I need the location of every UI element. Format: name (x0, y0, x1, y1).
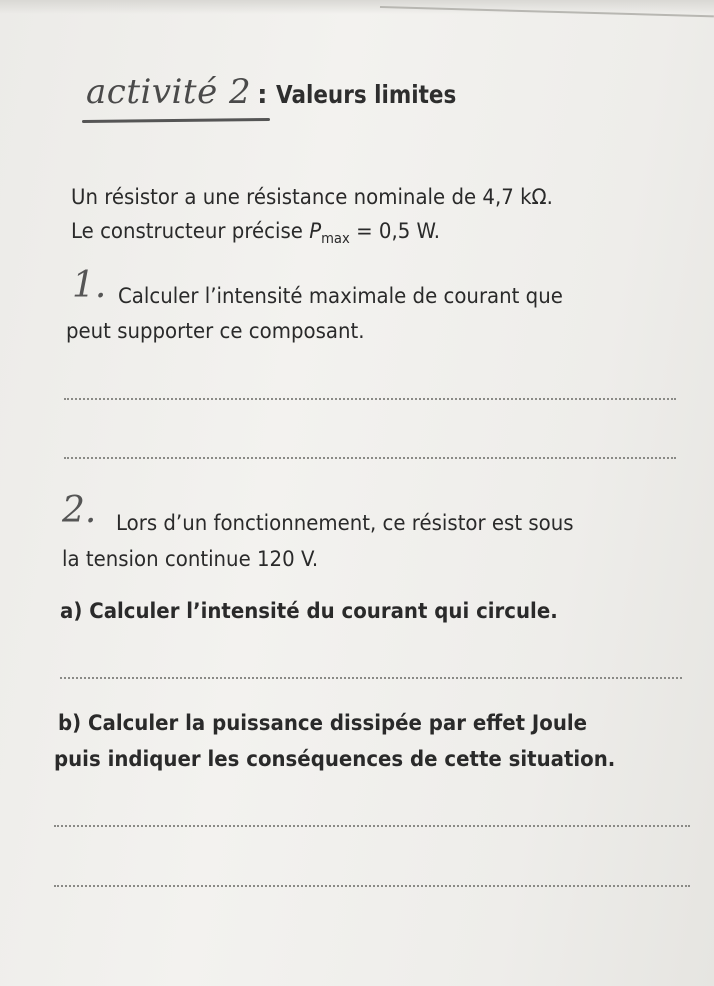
answer-line-2b-1[interactable] (54, 825, 690, 827)
question-1-line-2: peut supporter ce composant. (66, 319, 365, 343)
question-1-number: 1. (72, 265, 107, 306)
question-2b-line-2: puis indiquer les conséquences de cette situation. (54, 747, 616, 771)
question-2-line-2: la tension continue 120 V. (62, 547, 319, 571)
activity-title-separator: : (257, 80, 268, 110)
intro-line-2-prefix: Le constructeur précise (71, 219, 310, 243)
intro-line-2-suffix: = 0,5 W. (349, 219, 441, 243)
answer-line-2[interactable] (64, 457, 676, 459)
activity-title (86, 72, 485, 112)
answer-line-2b-2[interactable] (54, 885, 690, 887)
activity-title-handwritten: activité 2 (86, 72, 252, 112)
question-2a: a) Calculer l’intensité du courant qui circule. (60, 599, 558, 623)
power-subscript: max (321, 231, 350, 247)
answer-line-2a[interactable] (60, 677, 682, 679)
question-2b-line-1: b) Calculer la puissance dissipée par effet Joule (58, 711, 588, 735)
activity-title-text: Valeurs limites (275, 80, 456, 109)
question-1-line-1: Calculer l’intensité maximale de courant que (118, 284, 563, 308)
power-variable: P (309, 219, 322, 243)
question-2-line-1: Lors d’un fonctionnement, ce résistor est sous (116, 511, 574, 535)
intro-line-2 (71, 218, 440, 252)
intro-line-1: Un résistor a une résistance nominale de 4,7 kΩ. (71, 185, 553, 209)
answer-line-1[interactable] (64, 398, 676, 400)
title-underline (82, 118, 270, 123)
question-2-number: 2. (62, 490, 97, 531)
